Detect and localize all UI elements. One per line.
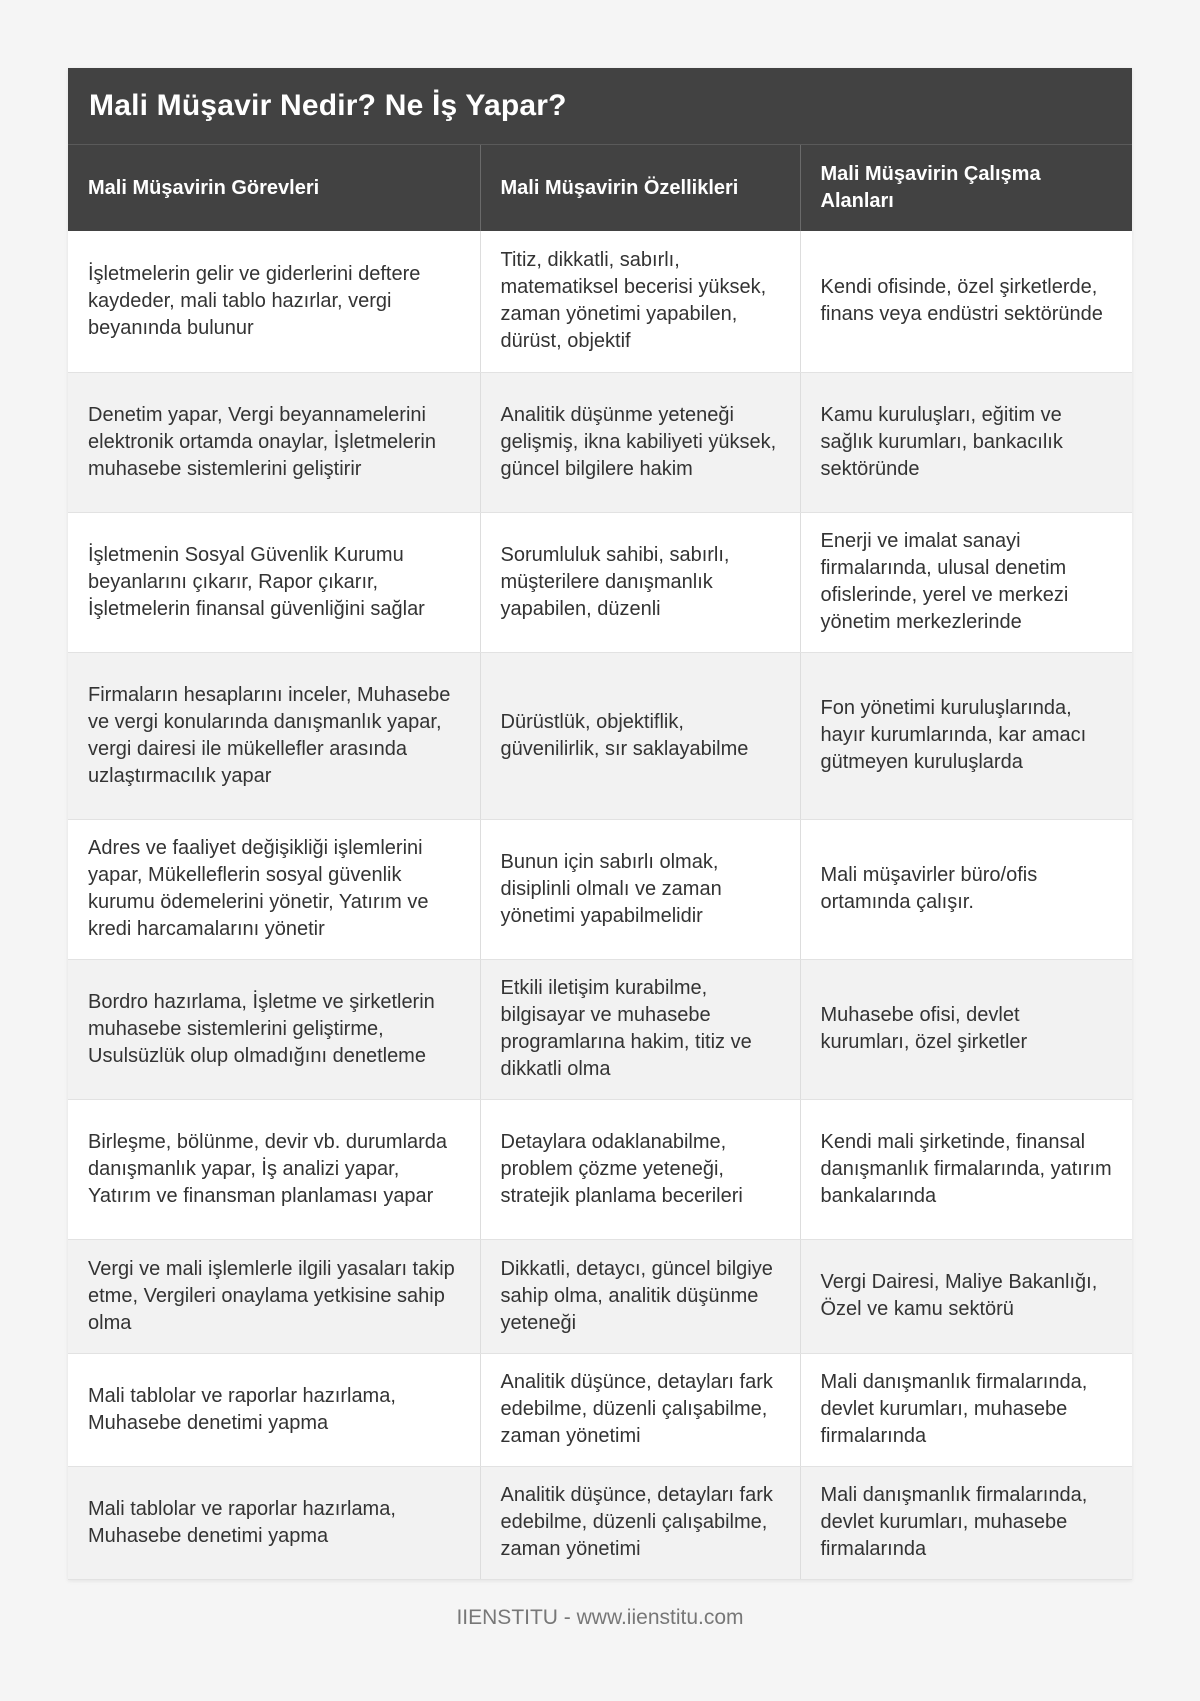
cell-qualities: Detaylara odaklanabilme, problem çözme yeteneği, stratejik planlama becerileri (480, 1099, 800, 1239)
cell-qualities: Etkili iletişim kurabilme, bilgisayar ve muhasebe programlarına hakim, titiz ve dikkatli olma (480, 959, 800, 1099)
cell-work-areas: Muhasebe ofisi, devlet kurumları, özel şirketler (800, 959, 1132, 1099)
cell-qualities: Titiz, dikkatli, sabırlı, matematiksel becerisi yüksek, zaman yönetimi yapabilen, dürüst, objektif (480, 231, 800, 372)
table-card (68, 68, 1132, 1580)
cell-work-areas: Kendi ofisinde, özel şirketlerde, finans veya endüstri sektöründe (800, 231, 1132, 372)
table-row (68, 959, 1132, 1099)
cell-duties: Mali tablolar ve raporlar hazırlama, Muhasebe denetimi yapma (68, 1466, 480, 1579)
cell-qualities: Analitik düşünme yeteneği gelişmiş, ikna kabiliyeti yüksek, güncel bilgilere hakim (480, 372, 800, 512)
table-body (68, 231, 1132, 1579)
cell-work-areas: Fon yönetimi kuruluşlarında, hayır kurumlarında, kar amacı gütmeyen kuruluşlarda (800, 652, 1132, 819)
page-title: Mali Müşavir Nedir? Ne İş Yapar? (89, 89, 567, 122)
cell-work-areas: Mali danışmanlık firmalarında, devlet kurumları, muhasebe firmalarında (800, 1466, 1132, 1579)
table-row (68, 819, 1132, 959)
column-header-work-areas: Mali Müşavirin Çalışma Alanları (800, 145, 1132, 231)
cell-work-areas: Vergi Dairesi, Maliye Bakanlığı, Özel ve kamu sektörü (800, 1239, 1132, 1353)
cell-duties: İşletmenin Sosyal Güvenlik Kurumu beyanlarını çıkarır, Rapor çıkarır, İşletmelerin finansal güvenliğini sağlar (68, 512, 480, 652)
table-row (68, 1239, 1132, 1353)
footer-credit: IIENSTITU - www.iienstitu.com (456, 1606, 744, 1629)
table-row (68, 372, 1132, 512)
cell-qualities: Analitik düşünce, detayları fark edebilme, düzenli çalışabilme, zaman yönetimi (480, 1466, 800, 1579)
table-row (68, 1353, 1132, 1466)
cell-qualities: Analitik düşünce, detayları fark edebilme, düzenli çalışabilme, zaman yönetimi (480, 1353, 800, 1466)
cell-work-areas: Kendi mali şirketinde, finansal danışmanlık firmalarında, yatırım bankalarında (800, 1099, 1132, 1239)
cell-duties: İşletmelerin gelir ve giderlerini deftere kaydeder, mali tablo hazırlar, vergi beyanında bulunur (68, 231, 480, 372)
table-row (68, 1099, 1132, 1239)
table-header (68, 145, 1132, 231)
cell-qualities: Sorumluluk sahibi, sabırlı, müşterilere danışmanlık yapabilen, düzenli (480, 512, 800, 652)
cell-duties: Mali tablolar ve raporlar hazırlama, Muhasebe denetimi yapma (68, 1353, 480, 1466)
cell-duties: Bordro hazırlama, İşletme ve şirketlerin muhasebe sistemlerini geliştirme, Usulsüzlük olup olmadığını denetleme (68, 959, 480, 1099)
cell-duties: Adres ve faaliyet değişikliği işlemlerini yapar, Mükelleflerin sosyal güvenlik kurumu ödemelerini yönetir, Yatırım ve kredi harcamalarını yönetir (68, 819, 480, 959)
cell-work-areas: Mali danışmanlık firmalarında, devlet kurumları, muhasebe firmalarında (800, 1353, 1132, 1466)
table-row (68, 652, 1132, 819)
cell-work-areas: Kamu kuruluşları, eğitim ve sağlık kurumları, bankacılık sektöründe (800, 372, 1132, 512)
table-row (68, 512, 1132, 652)
cell-duties: Denetim yapar, Vergi beyannamelerini elektronik ortamda onaylar, İşletmelerin muhasebe sistemlerini geliştirir (68, 372, 480, 512)
cell-work-areas: Enerji ve imalat sanayi firmalarında, ulusal denetim ofislerinde, yerel ve merkezi yönetim merkezlerinde (800, 512, 1132, 652)
column-header-duties: Mali Müşavirin Görevleri (68, 145, 480, 231)
info-table (68, 145, 1132, 1580)
cell-qualities: Dikkatli, detaycı, güncel bilgiye sahip olma, analitik düşünme yeteneği (480, 1239, 800, 1353)
cell-qualities: Dürüstlük, objektiflik, güvenilirlik, sır saklayabilme (480, 652, 800, 819)
cell-duties: Vergi ve mali işlemlerle ilgili yasaları takip etme, Vergileri onaylama yetkisine sahip olma (68, 1239, 480, 1353)
cell-duties: Birleşme, bölünme, devir vb. durumlarda danışmanlık yapar, İş analizi yapar, Yatırım ve finansman planlaması yapar (68, 1099, 480, 1239)
cell-duties: Firmaların hesaplarını inceler, Muhasebe ve vergi konularında danışmanlık yapar, vergi dairesi ile mükellefler arasında uzlaştırmacılık yapar (68, 652, 480, 819)
cell-work-areas: Mali müşavirler büro/ofis ortamında çalışır. (800, 819, 1132, 959)
title-bar (68, 68, 1132, 145)
table-row (68, 1466, 1132, 1579)
table-row (68, 231, 1132, 372)
column-header-qualities: Mali Müşavirin Özellikleri (480, 145, 800, 231)
header-row (68, 145, 1132, 231)
cell-qualities: Bunun için sabırlı olmak, disiplinli olmalı ve zaman yönetimi yapabilmelidir (480, 819, 800, 959)
